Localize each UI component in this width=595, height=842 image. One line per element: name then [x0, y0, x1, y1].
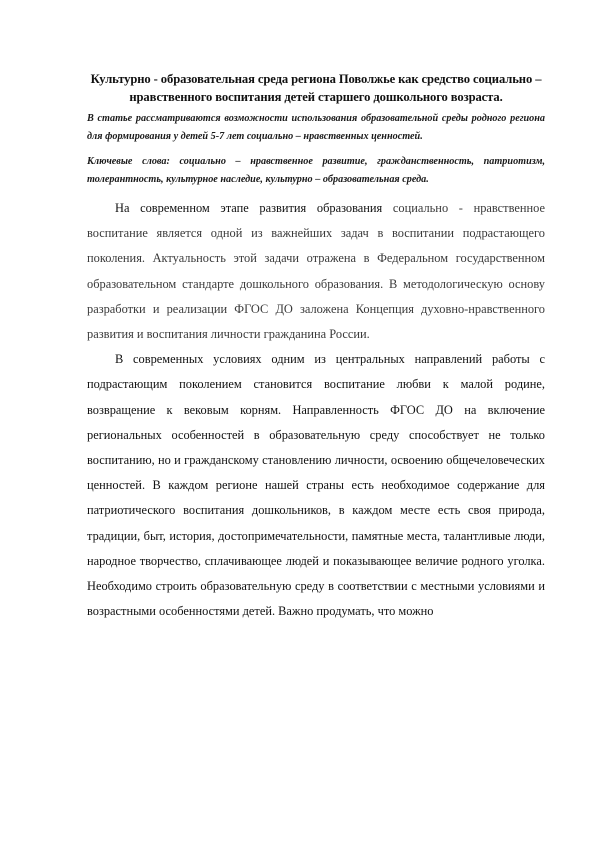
body-paragraph-2: В современных условиях одним из центральных направлений работы с подрастающим поколением становится воспитание любви к малой родине, возвращение к вековым корням. Направленность ФГОС ДО на включение региональных особенностей в образовательную среду способствует не только воспитанию, но и гражданскому становлению личности, освоению общечеловеческих ценностей. В каждом регионе нашей страны есть необходимое содержание для патриотического воспитания дошкольников, в каждом месте есть своя природа, традиции, быт, история, достопримечательности, памятные места, талантливые люди, народное творчество, сплачивающее людей и показывающее величие родного уголка. Необходимо строить образовательную среду в соответствии с местными условиями и возрастными особенностями детей. Важно продумать, что можно [87, 352, 545, 619]
abstract: В статье рассматриваются возможности использования образовательной среды родного региона для формирования у детей 5-7 лет социально – нравственных ценностей. [87, 113, 545, 142]
body-paragraph-1 [87, 196, 545, 347]
paragraph-1-rest: социально - нравственное воспитание является одной из важнейших задач в воспитании подрастающего поколения. Актуальность этой задачи отражена в Федеральном государственном образовательном стандарте дошкольного образования. В методологическую основу разработки и реализации ФГОС ДО заложена Концепция духовно-нравственного развития и воспитания личности гражданина России. [87, 201, 545, 342]
keywords-block [87, 153, 545, 188]
document-page [87, 70, 545, 624]
keywords-list: социально – нравственное развитие, гражданственность, патриотизм, толерантность, культурное наследие, культурно – образовательная среда. [87, 156, 545, 185]
document-title: Культурно - образовательная среда региона Поволжье как средство социально – нравственного воспитания детей старшего дошкольного возраста. [90, 72, 542, 104]
paragraph-1-lead: На современном этапе развития образования [115, 201, 383, 215]
keywords-label: Ключевые слова: [87, 156, 170, 167]
